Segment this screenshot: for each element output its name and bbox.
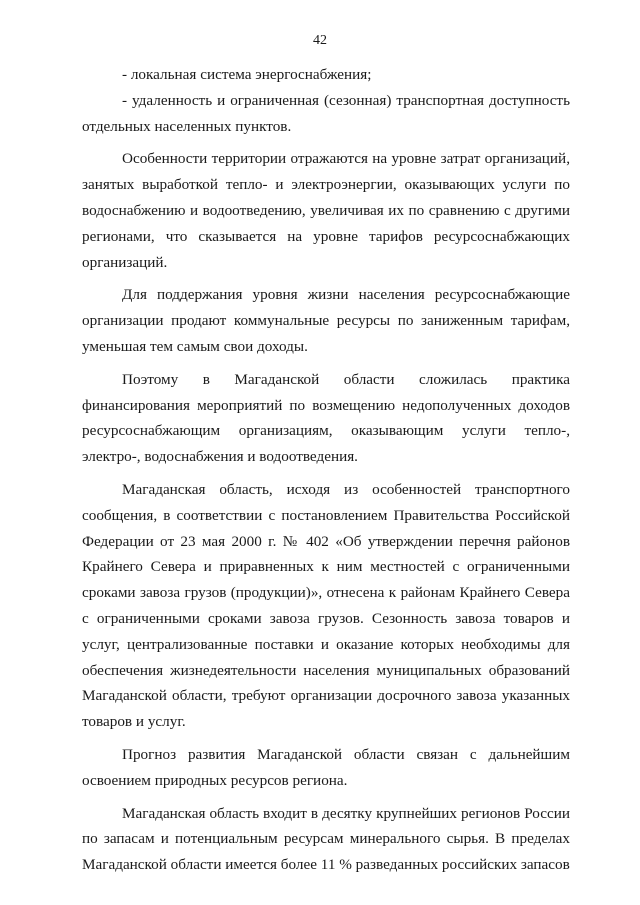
- paragraph-financing-practice: Поэтому в Магаданской области сложилась практика финансирования мероприятий по возмещению недополученных доходов ресурсоснабжающим организациям, оказывающим услуги тепло-, электро-, водоснабжения и водоотведения.: [82, 370, 570, 466]
- list-item-energy-supply: - локальная система энергоснабжения;: [122, 66, 372, 83]
- paragraph-transport-regulation: Магаданская область, исходя из особенностей транспортного сообщения, в соответствии с постановлением Правительства Российской Федерации от 23 мая 2000 г. № 402 «Об утверждении перечня районов Крайнего Севера и приравненных к ним местностей с ограниченными сроками завоза грузов (продукции)», отнесена к районам Крайнего Севера с ограниченными сроками завоза грузов. Сезонность завоза товаров и услуг, централизованные поставки и оказание которых необходимы для обеспечения жизнедеятельности населения муниципальных образований Магаданской области, требуют организации досрочного завоза указанных товаров и услуг.: [82, 480, 570, 731]
- list-item-transport-access: - удаленность и ограниченная (сезонная) транспортная доступность отдельных населенных пунктов.: [82, 91, 570, 135]
- paragraph-living-standards: Для поддержания уровня жизни населения ресурсоснабжающие организации продают коммунальные ресурсы по заниженным тарифам, уменьшая тем самым свои доходы.: [82, 286, 570, 355]
- paragraph-mineral-resources: Магаданская область входит в десятку крупнейших регионов России по запасам и потенциальным ресурсам минерального сырья. В пределах Магаданской области имеется более 11 % разведанных российских запасов: [82, 804, 570, 874]
- document-body: [82, 62, 570, 878]
- page-number: 42: [313, 33, 327, 48]
- paragraph-territory-features: Особенности территории отражаются на уровне затрат организаций, занятых выработкой тепло- и электроэнергии, оказывающих услуги по водоснабжению и водоотведению, увеличивая их по сравнению с другими регионами, что сказывается на уровне тарифов ресурсоснабжающих организаций.: [82, 150, 570, 271]
- paragraph-development-forecast: Прогноз развития Магаданской области связан с дальнейшим освоением природных ресурсов региона.: [82, 745, 570, 789]
